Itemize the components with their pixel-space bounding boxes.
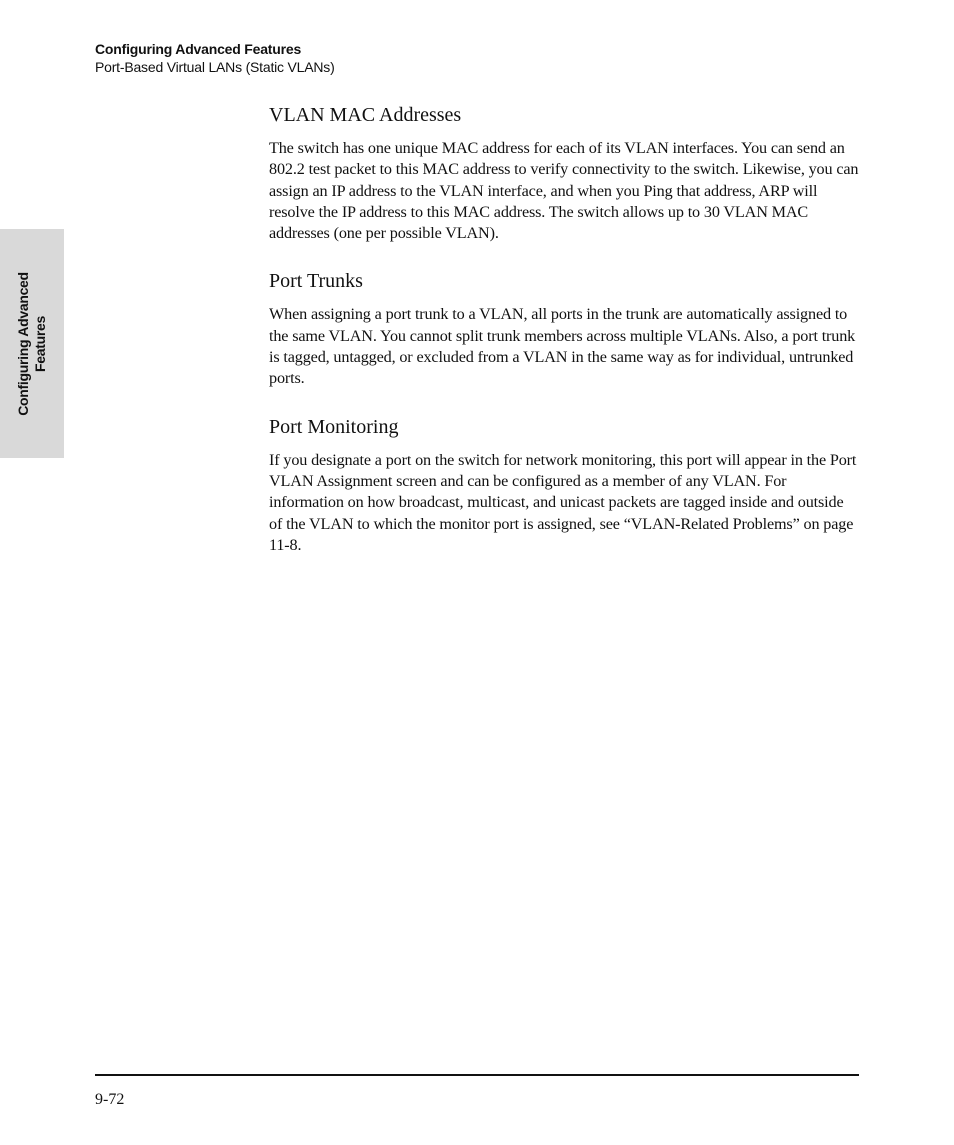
chapter-title: Configuring Advanced Features [95,41,302,57]
heading-port-trunks: Port Trunks [269,270,363,293]
footer-divider [95,1074,859,1076]
section-title: Port-Based Virtual LANs (Static VLANs) [95,59,335,75]
page-number: 9-72 [95,1091,125,1108]
side-tab-label [15,272,49,416]
heading-vlan-mac-addresses: VLAN MAC Addresses [269,104,462,126]
main-content [269,102,859,580]
side-tab-line-2: Features [32,315,48,372]
running-header [95,40,335,76]
paragraph-vlan-mac-addresses: The switch has one unique MAC address for each of its VLAN interfaces. You can send an 802.2 test packet to this MAC address to verify connectivity to the switch. Likewise, you can assign an IP address to the VLAN interface, and when you Ping that address, ARP will resolve the IP address to this MAC address. The switch allows up to 30 VLAN MAC addresses (one per possible VLAN). [269,139,859,243]
heading-port-monitoring: Port Monitoring [269,415,399,438]
chapter-side-tab [0,229,64,458]
paragraph-port-trunks: When assigning a port trunk to a VLAN, all ports in the trunk are automatically assigned to the same VLAN. You cannot split trunk members across multiple VLANs. Also, a port trunk is tagged, untagged, or excluded from a VLAN in the same way as for individual, untrunked ports. [269,305,856,388]
paragraph-port-monitoring: If you designate a port on the switch for network monitoring, this port will appear in the Port VLAN Assignment screen and can be configured as a member of any VLAN. For information on how broadcast, multicast, and unicast packets are tagged inside and outside of the VLAN to which the monitor port is assigned, see “VLAN-Related Problems” on page 11-8. [269,450,857,554]
side-tab-line-1: Configuring Advanced [15,271,31,416]
